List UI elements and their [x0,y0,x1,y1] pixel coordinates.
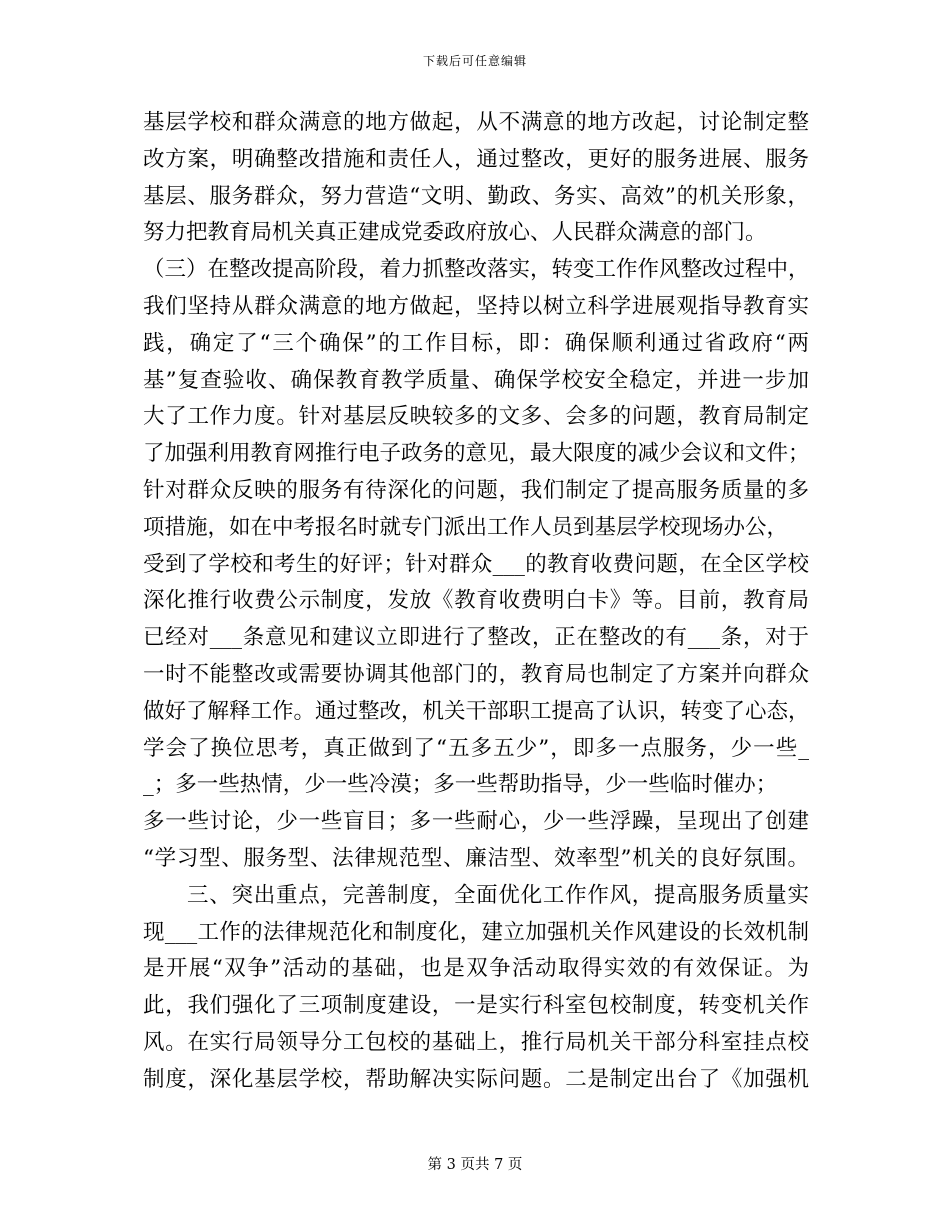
text-line: 项措施，如在中考报名时就专门派出工作人员到基层学校现场办公， [143,514,789,540]
text-line: 此，我们强化了三项制度建设，一是实行科室包校制度，转变机关作 [143,993,809,1019]
text-line: 改方案，明确整改措施和责任人，通过整改，更好的服务进展、服务 [143,146,809,172]
page-header: 下载后可任意编辑 [422,54,527,68]
text-line: 践，确定了“三个确保”的工作目标，即：确保顺利通过省政府“两 [143,330,809,356]
text-line: 努力把教育局机关真正建成党委政府放心、人民群众满意的部门。 [143,220,767,246]
text-line: 风。在实行局领导分工包校的基础上，推行局机关干部分科室挂点校 [143,1029,809,1055]
text-line: 已经对___条意见和建议立即进行了整改，正在整改的有___条，对于 [143,625,809,651]
text-line: 学会了换位思考，真正做到了“五多五少”，即多一点服务，少一些_ [143,735,809,761]
text-line: 基”复查验收、确保教育教学质量、确保学校安全稳定，并进一步加 [143,367,809,393]
text-line: _；多一些热情，少一些冷漠；多一些帮助指导，少一些临时催办； [143,772,778,798]
text-line: 基层学校和群众满意的地方做起，从不满意的地方改起，讨论制定整 [143,110,809,135]
text-line: 大了工作力度。针对基层反映较多的文多、会多的问题，教育局制定 [143,404,809,430]
text-line: 受到了学校和考生的好评；针对群众___的教育收费问题，在全区学校 [143,551,809,577]
text-line: 我们坚持从群众满意的地方做起，坚持以树立科学进展观指导教育实 [143,293,809,319]
text-line: 深化推行收费公示制度，发放《教育收费明白卡》等。目前，教育局 [143,588,809,614]
text-line: 制度，深化基层学校，帮助解决实际问题。二是制定出台了《加强机 [143,1066,809,1092]
text-line: 多一些讨论，少一些盲目；多一些耐心，少一些浮躁，呈现出了创建 [143,809,809,835]
section-heading-line: 三、突出重点，完善制度，全面优化工作作风，提高服务质量实 [187,882,809,908]
text-line: （三）在整改提高阶段，着力抓整改落实，转变工作作风整改过程中， [143,257,810,283]
text-line: 是开展“双争”活动的基础，也是双争活动取得实效的有效保证。为 [143,956,809,982]
text-line: 针对群众反映的服务有待深化的问题，我们制定了提高服务质量的多 [143,477,809,503]
page-number-footer: 第 3 页共 7 页 [427,1157,523,1173]
document-body [143,105,809,1099]
text-line: 了加强利用教育网推行电子政务的意见，最大限度的减少会议和文件； [143,441,810,467]
text-line: 一时不能整改或需要协调其他部门的，教育局也制定了方案并向群众 [143,661,809,687]
text-line: “学习型、服务型、法律规范型、廉洁型、效率型”机关的良好氛围。 [143,845,809,871]
text-line: 做好了解释工作。通过整改，机关干部职工提高了认识，转变了心态， [143,698,810,724]
text-line: 现___工作的法律规范化和制度化，建立加强机关作风建设的长效机制 [143,919,809,945]
text-line: 基层、服务群众，努力营造“文明、勤政、务实、高效”的机关形象， [143,183,809,209]
